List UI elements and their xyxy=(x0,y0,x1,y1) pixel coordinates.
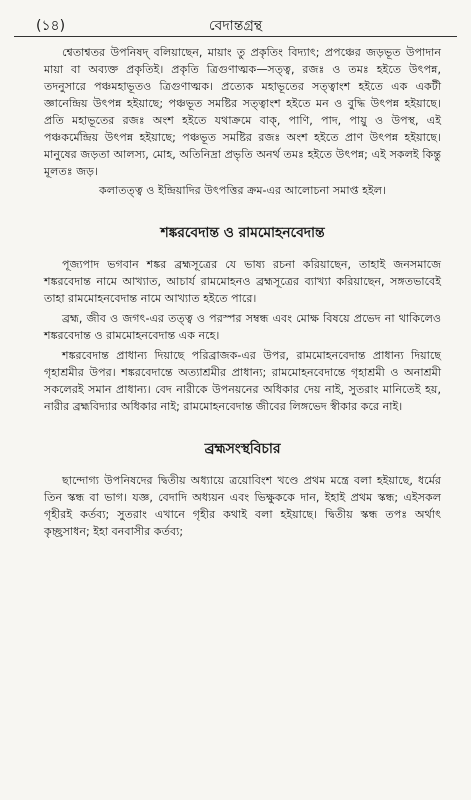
paragraph: শঙ্করবেদান্ত প্রাধান্য দিয়াছে পরিব্রাজক-এর উপর, রামমোহনবেদান্ত প্রাধান্য দিয়াছে গৃহাশ্রমীর উপর। শঙ্করবেদান্তে অত্যাশ্রমীর প্রাধান্য; রামমোহনবেদান্তে গৃহাশ্রমী ও অনাশ্রমী সকলেরই সমান প্রাধান্য। বেদ নারীকে উপনয়নের অধিকার দেয় নাই, সুতরাং মানিতেই হয়, নারীর ব্রহ্মবিদ্যার অধিকার নাই; রামমোহনবেদান্ত জীবের লিঙ্গভেদ স্বীকার করে নাই। xyxy=(44,349,441,413)
page-number: (১৪) xyxy=(36,18,66,34)
book-title: বেদান্তগ্রন্থ xyxy=(208,18,263,34)
section-closing-note: কলাতত্ত্ব ও ইন্দ্রিয়াদির উৎপত্তির ক্রম-এর আলোচনা সমাপ্ত হইল। xyxy=(98,184,387,197)
intro-paragraph: শ্বেতাশ্বতর উপনিষদ্‌ বলিয়াছেন, মায়াং তু প্রকৃতিং বিদ্যাৎ; প্রপঞ্চের জড়ভূত উপাদান মায়া বা অব্যক্ত প্রকৃতিই। প্রকৃতি ত্রিগুণাত্মক—সত্ত্ব, রজঃ ও তমঃ হইতে উৎপন্ন, তদনুসারে পঞ্চমহাভূতও ত্রিগুণাত্মক। প্রত্যেক মহাভূতের সত্ত্বাংশ হইতে এক একটী জ্ঞানেন্দ্রিয় উৎপন্ন হইয়াছে; পঞ্চভূত সমষ্টির সত্ত্বাংশ হইতে মন ও বুদ্ধি উৎপন্ন হইয়াছে। প্রতি মহাভূতের রজঃ অংশ হইতে যথাক্রমে বাক্‌, পাণি, পাদ, পায়ু ও উপস্থ, এই পঞ্চকর্মেন্দ্রিয় উৎপন্ন হইয়াছে; পঞ্চভূত সমষ্টির রজঃ অংশ হইতে প্রাণ উৎপন্ন হইয়াছে। মানুষের জড়তা আলস্য, মোহ, অতিনিদ্রা প্রভৃতি অনর্থ তমঃ হইতে উৎপন্ন; এই সকলই কিন্তু মূলতঃ জড়। xyxy=(44,46,442,178)
running-head xyxy=(14,12,457,36)
header-rule xyxy=(14,36,457,37)
page-body xyxy=(44,44,441,540)
section-heading-brahma-samstha: ব্রহ্মসংস্থবিচার xyxy=(204,441,281,457)
paragraph: ব্রহ্ম, জীব ও জগৎ-এর তত্ত্ব ও পরস্পর সম্বন্ধ এবং মোক্ষ বিষয়ে প্রভেদ না থাকিলেও শঙ্করবেদান্ত ও রামমোহনবেদান্ত এক নহে। xyxy=(44,312,441,342)
paragraph: ছান্দোগ্য উপনিষদের দ্বিতীয় অধ্যায়ে ত্রয়োবিংশ খণ্ডে প্রথম মন্ত্রে বলা হইয়াছে, ধর্মের তিন স্কন্ধ বা ভাগ। যজ্ঞ, বেদাদি অধ্যয়ন এবং ভিক্ষুককে দান, ইহাই প্রথম স্কন্ধ; এইসকল গৃহীরই কর্তব্য; সুতরাং এখানে গৃহীর কথাই বলা হইয়াছে। দ্বিতীয় স্কন্ধ তপঃ অর্থাৎ কৃচ্ছ্রসাধন; ইহা বনবাসীর কর্তব্য; xyxy=(44,474,441,538)
paragraph: পূজ্যপাদ ভগবান শঙ্কর ব্রহ্মসূত্রের যে ভাষ্য রচনা করিয়াছেন, তাহাই জনসমাজে শঙ্করবেদান্ত নামে আখ্যাত, আচার্য রামমোহনও ব্রহ্মসূত্রের ব্যাখ্যা করিয়াছেন, সঙ্গতভাবেই তাহা রামমোহনবেদান্ত নামে আখ্যাত হইতে পারে। xyxy=(44,258,441,305)
section-heading-shankara-rammohun: শঙ্করবেদান্ত ও রামমোহনবেদান্ত xyxy=(160,225,325,241)
